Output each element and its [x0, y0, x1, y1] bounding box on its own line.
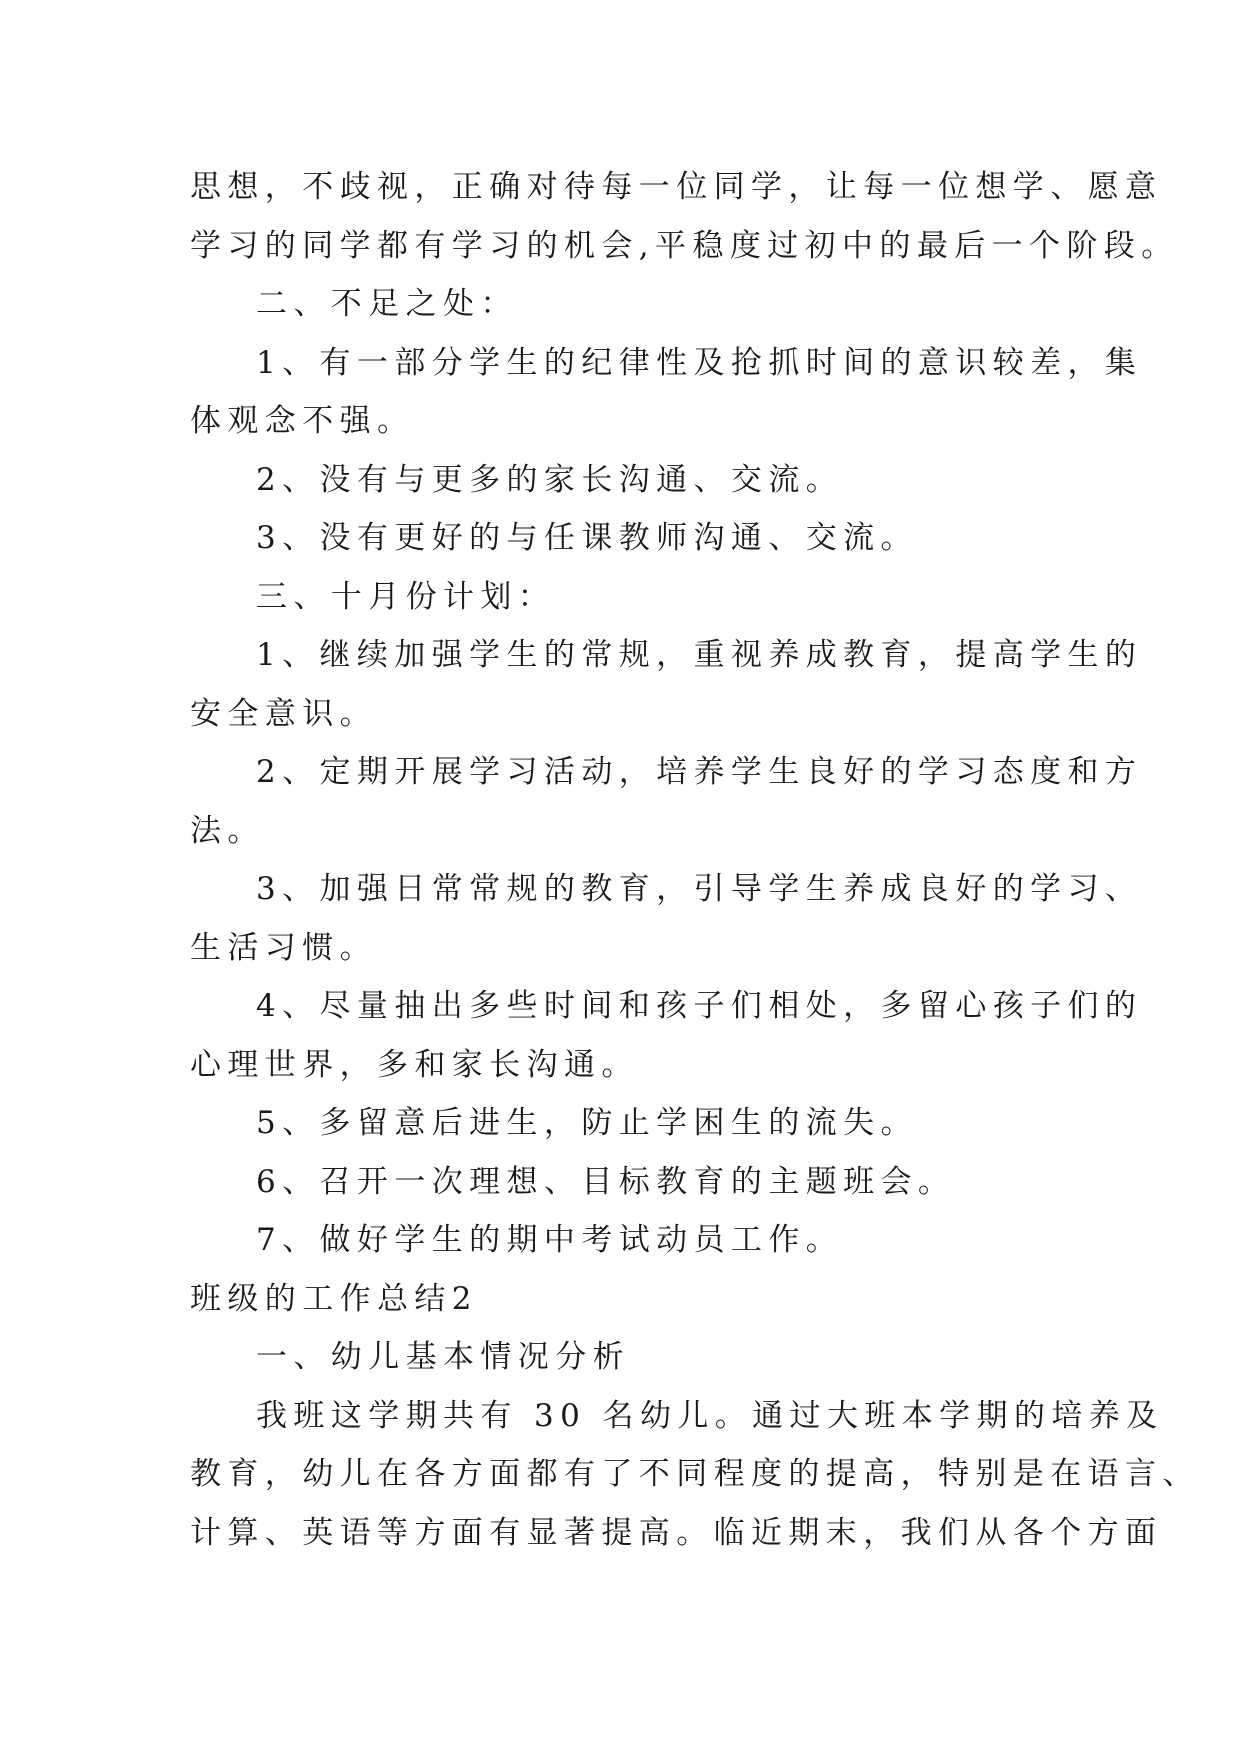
- text-line: 学习的同学都有学习的机会,平稳度过初中的最后一个阶段。: [190, 227, 1179, 264]
- paragraph-line: 计算、英语等方面有显著提高。临近期末，我们从各个方面: [190, 1514, 1163, 1551]
- list-item: 6、召开一次理想、目标教育的主题班会。: [256, 1163, 956, 1200]
- text-line: 安全意识。: [190, 695, 377, 732]
- list-item: 7、做好学生的期中考试动员工作。: [256, 1222, 844, 1258]
- list-item: 3、没有更好的与任课教师沟通、交流。: [256, 520, 918, 556]
- text-line: 生活习惯。: [190, 929, 377, 966]
- list-item: 4、尽量抽出多些时间和孩子们相处，多留心孩子们的: [256, 988, 1143, 1024]
- document-body: [190, 158, 1200, 1562]
- document-title: 班级的工作总结2: [190, 1280, 478, 1317]
- text-line: 法。: [190, 812, 265, 849]
- list-item: 2、定期开展学习活动，培养学生良好的学习态度和方: [256, 754, 1143, 790]
- list-item: 5、多留意后进生，防止学困生的流失。: [256, 1105, 918, 1141]
- list-item: 2、没有与更多的家长沟通、交流。: [256, 461, 844, 498]
- list-item: 3、加强日常常规的教育，引导学生养成良好的学习、: [256, 871, 1143, 907]
- paragraph-line: 教育，幼儿在各方面都有了不同程度的提高，特别是在语言、: [190, 1456, 1200, 1492]
- paragraph-line: 我班这学期共有 30 名幼儿。通过大班本学期的培养及: [256, 1397, 1164, 1434]
- text-line: 体观念不强。: [190, 403, 415, 439]
- text-line: 心理世界，多和家长沟通。: [190, 1046, 639, 1083]
- text-line: 思想，不歧视，正确对待每一位同学，让每一位想学、愿意: [190, 169, 1163, 205]
- section-heading: 三、十月份计划：: [256, 578, 556, 615]
- list-item: 1、有一部分学生的纪律性及抢抓时间的意识较差，集: [256, 344, 1143, 381]
- section-heading: 二、不足之处：: [256, 286, 518, 322]
- list-item: 1、继续加强学生的常规，重视养成教育，提高学生的: [256, 637, 1143, 673]
- section-heading: 一、幼儿基本情况分析: [256, 1339, 630, 1375]
